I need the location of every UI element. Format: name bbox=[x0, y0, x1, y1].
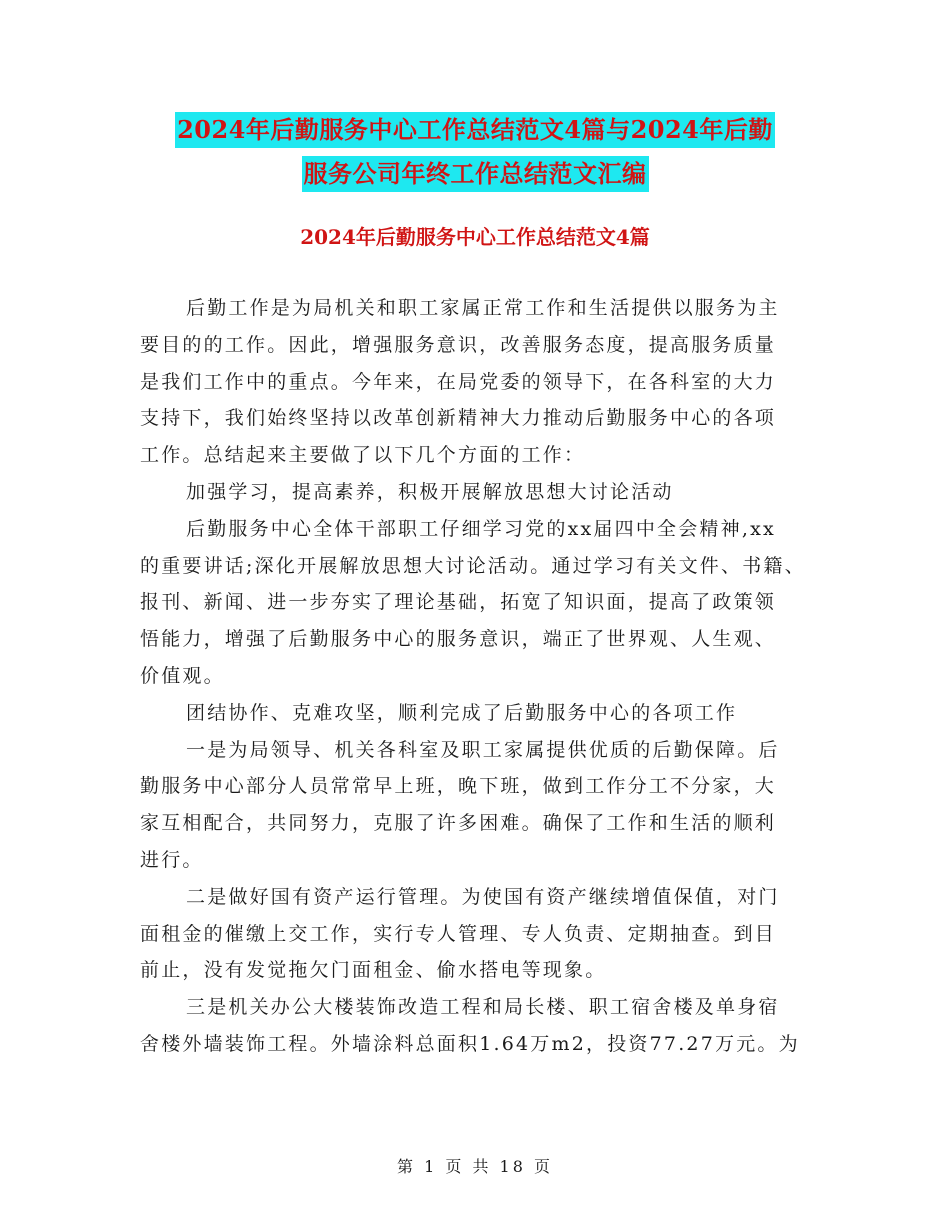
paragraph bbox=[140, 695, 812, 732]
paragraph-line: 进行。 bbox=[140, 848, 204, 871]
paragraph bbox=[140, 474, 812, 511]
paragraph-line: 舍楼外墙装饰工程。外墙涂料总面积1.64万m2，投资77.27万元。为 bbox=[140, 1032, 800, 1055]
paragraph-line: 家互相配合，共同努力，克服了许多困难。确保了工作和生活的顺利 bbox=[140, 812, 777, 835]
paragraph bbox=[140, 511, 812, 695]
title-line-2: 服务公司年终工作总结范文汇编 bbox=[302, 156, 649, 192]
page-footer: 第 1 页 共 18 页 bbox=[397, 1157, 553, 1176]
paragraph-line: 的重要讲话;深化开展解放思想大讨论活动。通过学习有关文件、书籍、 bbox=[140, 554, 806, 577]
document-body bbox=[140, 290, 812, 1063]
paragraph-line: 一是为局领导、机关各科室及职工家属提供优质的后勤保障。后 bbox=[186, 738, 780, 761]
paragraph bbox=[140, 879, 812, 989]
paragraph-line: 支持下，我们始终坚持以改革创新精神大力推动后勤服务中心的各项 bbox=[140, 407, 777, 430]
title-line-1: 2024年后勤服务中心工作总结范文4篇与2024年后勤 bbox=[175, 112, 775, 148]
paragraph-line: 价值观。 bbox=[140, 664, 225, 687]
paragraph-line: 二是做好国有资产运行管理。为使国有资产继续增值保值，对门 bbox=[186, 885, 780, 908]
paragraph bbox=[140, 290, 812, 474]
paragraph bbox=[140, 732, 812, 879]
paragraph-line: 加强学习，提高素养，积极开展解放思想大讨论活动 bbox=[186, 480, 674, 503]
paragraph-line: 后勤服务中心全体干部职工仔细学习党的xx届四中全会精神,xx bbox=[186, 517, 776, 540]
paragraph-line: 是我们工作中的重点。今年来，在局党委的领导下，在各科室的大力 bbox=[140, 370, 777, 393]
paragraph-line: 后勤工作是为局机关和职工家属正常工作和生活提供以服务为主 bbox=[186, 297, 780, 319]
document-title bbox=[0, 112, 950, 200]
paragraph-line: 要目的的工作。因此，增强服务意识，改善服务态度，提高服务质量 bbox=[140, 333, 777, 356]
paragraph-line: 前止，没有发觉拖欠门面租金、偷水搭电等现象。 bbox=[140, 959, 607, 982]
paragraph-line: 工作。总结起来主要做了以下几个方面的工作： bbox=[140, 444, 586, 467]
paragraph-line: 三是机关办公大楼装饰改造工程和局长楼、职工宿舍楼及单身宿 bbox=[186, 996, 780, 1019]
section-heading: 2024年后勤服务中心工作总结范文4篇 bbox=[300, 225, 650, 249]
paragraph-line: 勤服务中心部分人员常常早上班，晚下班，做到工作分工不分家，大 bbox=[140, 775, 777, 798]
paragraph-line: 报刊、新闻、进一步夯实了理论基础，拓宽了知识面，提高了政策领 bbox=[140, 591, 777, 614]
paragraph-line: 团结协作、克难攻坚，顺利完成了后勤服务中心的各项工作 bbox=[186, 701, 738, 724]
paragraph bbox=[140, 989, 812, 1063]
paragraph-line: 面租金的催缴上交工作，实行专人管理、专人负责、定期抽查。到目 bbox=[140, 922, 777, 945]
paragraph-line: 悟能力，增强了后勤服务中心的服务意识，端正了世界观、人生观、 bbox=[140, 628, 777, 651]
